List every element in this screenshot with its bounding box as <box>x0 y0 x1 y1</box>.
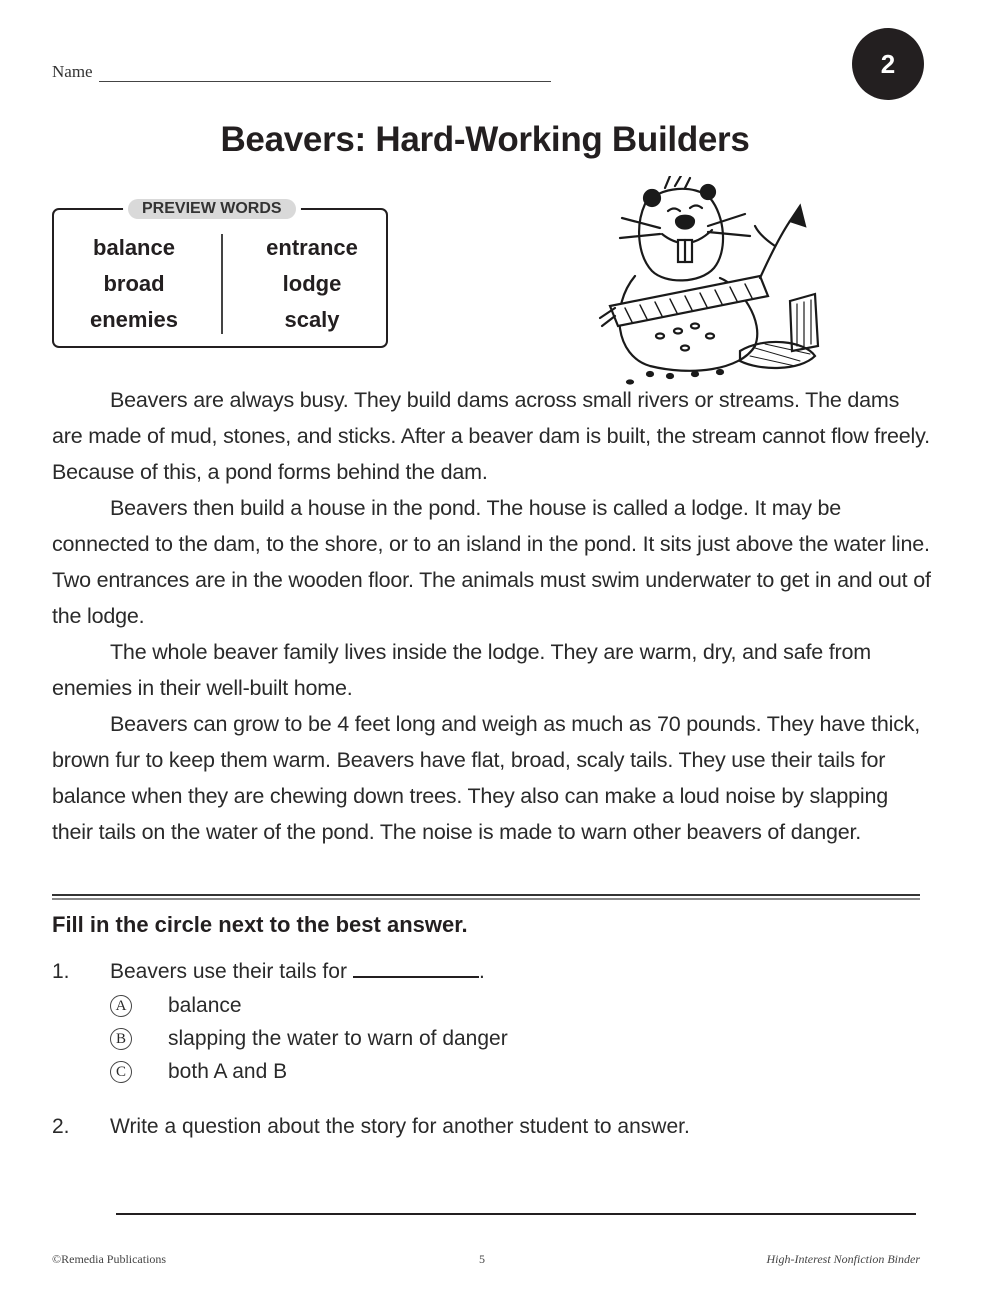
footer-copyright: ©Remedia Publications <box>52 1252 167 1266</box>
beaver-illustration-icon <box>590 176 820 386</box>
answer-option-a[interactable] <box>110 994 242 1018</box>
name-label: Name <box>52 62 93 81</box>
answer-option-c[interactable] <box>110 1060 287 1084</box>
option-text: slapping the water to warn of danger <box>168 1027 508 1050</box>
preview-word: broad <box>103 271 165 296</box>
lesson-number: 2 <box>880 48 896 79</box>
preview-word: entrance <box>266 235 358 260</box>
option-text: balance <box>168 994 242 1017</box>
preview-words-right-column <box>230 230 394 338</box>
question-number: 2. <box>52 1115 70 1138</box>
footer-book-title: High-Interest Nonfiction Binder <box>766 1252 920 1266</box>
name-input-line[interactable] <box>99 65 551 82</box>
radio-circle-icon[interactable]: A <box>110 995 132 1017</box>
preview-word: balance <box>93 235 175 260</box>
name-field <box>52 62 551 82</box>
option-text: both A and B <box>168 1060 288 1083</box>
story-text <box>52 382 932 850</box>
preview-words-label: PREVIEW WORDS <box>128 199 296 219</box>
question-number: 1. <box>52 960 70 983</box>
story-paragraph: The whole beaver family lives inside the lodge. They are warm, dry, and safe from enemies in their well-built home. <box>52 640 871 700</box>
question-end: . <box>478 960 485 983</box>
preview-words-box <box>52 200 388 348</box>
preview-word: lodge <box>282 271 342 296</box>
story-paragraph: Beavers then build a house in the pond. The house is called a lodge. It may be connected to the dam, to the shore, or to an island in the pond. It sits just above the water line. Two entrances are in the wooden floor. The animals must swim underwater to get in and out of the lodge. <box>52 496 931 628</box>
preview-word: enemies <box>89 307 179 332</box>
question-text: Write a question about the story for another student to answer. <box>110 1115 690 1138</box>
lesson-number-badge <box>852 28 924 100</box>
story-paragraph: Beavers can grow to be 4 feet long and weigh as much as 70 pounds. They have thick, brown fur to keep them warm. Beavers have flat, broad, scaly tails. They use their tails for balance when they are chewing down trees. They also can make a loud noise by slapping their tails on the water of the pond. The noise is made to warn other beavers of danger. <box>52 712 921 844</box>
question-1 <box>52 960 485 984</box>
preview-words-left-column <box>54 230 214 338</box>
story-paragraph: Beavers are always busy. They build dams across small rivers or streams. The dams are made of mud, stones, and sticks. After a beaver dam is built, the stream cannot flow freely. Because of this, a pond forms behind the dam. <box>52 388 930 484</box>
preview-word: scaly <box>284 307 340 332</box>
answer-blank <box>353 960 479 978</box>
radio-circle-icon[interactable]: C <box>110 1061 132 1083</box>
preview-words-divider <box>221 234 223 334</box>
answer-option-b[interactable] <box>110 1027 508 1051</box>
question-text: Beavers use their tails for <box>110 960 347 983</box>
section-divider <box>52 894 920 900</box>
footer-page-number: 5 <box>479 1252 485 1266</box>
radio-circle-icon[interactable]: B <box>110 1028 132 1050</box>
page-title: Beavers: Hard-Working Builders <box>220 120 750 159</box>
written-answer-line[interactable] <box>116 1213 916 1215</box>
question-2 <box>52 1115 690 1139</box>
instructions: Fill in the circle next to the best answer. <box>52 912 468 937</box>
